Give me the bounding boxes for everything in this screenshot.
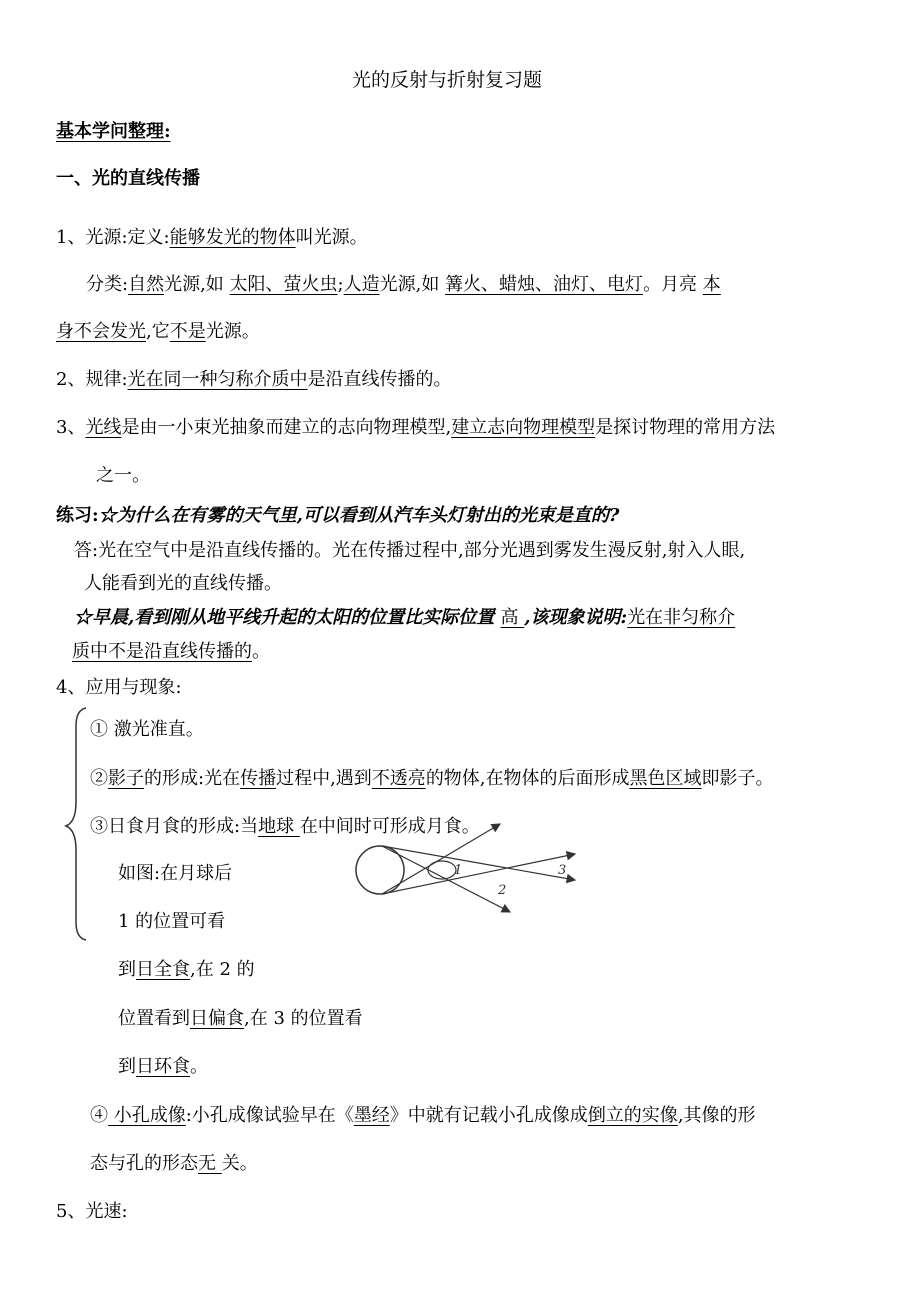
text: 光源:定义: xyxy=(85,227,170,248)
text: ④ xyxy=(90,1105,108,1126)
text: 位置看到 xyxy=(118,1008,190,1029)
text: 》中就有记载小孔成像成 xyxy=(389,1105,588,1126)
question-text: ,该现象说明: xyxy=(524,607,628,628)
answer-fill: 太阳、萤火虫 xyxy=(229,274,338,295)
answer-fill: 篝火、蜡烛、油灯、电灯 xyxy=(445,274,644,295)
question-text: ☆早晨,看到刚从地平线升起的太阳的位置比实际位置 xyxy=(74,607,501,628)
ray xyxy=(382,824,500,894)
figure-caption-line-4 xyxy=(118,1007,363,1031)
answer-fill: 无 xyxy=(198,1153,222,1174)
figure-caption-line-2: 1 的位置可看 xyxy=(118,911,226,932)
left-brace xyxy=(62,706,92,942)
position-label-2: 2 xyxy=(498,883,507,898)
item-number: 2、 xyxy=(56,369,86,390)
text: 是探讨物理的常用方法 xyxy=(595,417,776,438)
text: ,其像的形 xyxy=(677,1105,756,1126)
answer-fill: 光在同一种匀称介质中 xyxy=(127,369,308,390)
answer-fill: 日偏食 xyxy=(190,1008,244,1029)
text: 态与孔的形态 xyxy=(90,1153,198,1174)
text: 即影子。 xyxy=(701,768,774,789)
practice-question-2-cont xyxy=(72,640,270,664)
item-3-light-ray xyxy=(56,416,775,440)
item-4-point-2 xyxy=(90,767,774,791)
text: 的物体,在物体的后面形成 xyxy=(425,768,630,789)
answer-fill: 建立志向物理模型 xyxy=(451,417,596,438)
text: 过程中,遇到 xyxy=(276,768,372,789)
text: 关。 xyxy=(221,1153,258,1174)
answer-fill: 本 xyxy=(702,274,721,295)
text: 。月亮 xyxy=(643,274,703,295)
figure-caption-line-3 xyxy=(118,958,255,982)
figure-caption-line-1: 如图:在月球后 xyxy=(118,863,233,884)
text: ③日食月食的形成:当 xyxy=(90,816,259,837)
answer-fill: 小孔成像 xyxy=(108,1105,186,1126)
text: ,它 xyxy=(146,321,170,342)
text: 分类: xyxy=(86,274,129,295)
answer-fill: 高 xyxy=(500,607,525,628)
item-number: 1、 xyxy=(56,227,86,248)
ray xyxy=(382,854,575,894)
practice-answer-1-line-2: 人能看到光的直线传播。 xyxy=(84,573,282,594)
text: ,在 2 的 xyxy=(190,959,255,980)
practice-answer-1-line-1: 答:光在空气中是沿直线传播的。光在传播过程中,部分光遇到雾发生漫反射,射入人眼, xyxy=(74,540,746,561)
text: 规律: xyxy=(85,369,128,390)
text: 到 xyxy=(118,959,136,980)
item-1-classification-cont xyxy=(56,320,260,344)
item-5-light-speed: 5、光速: xyxy=(56,1201,128,1222)
answer-fill: 黑色区域 xyxy=(629,768,702,789)
answer-fill: 影子 xyxy=(108,768,144,789)
item-2-rule xyxy=(56,368,452,392)
position-label-1: 1 xyxy=(454,863,463,878)
text: 是沿直线传播的。 xyxy=(307,369,452,390)
text: 在中间时可形成月食。 xyxy=(299,816,480,837)
section-heading-1: 一、光的直线传播 xyxy=(56,168,200,189)
answer-fill: 自然 xyxy=(128,274,165,295)
item-4-point-4 xyxy=(90,1104,756,1128)
practice-question-1 xyxy=(56,504,619,528)
answer-fill: 日环食 xyxy=(136,1056,190,1077)
answer-fill: 不透亮 xyxy=(371,768,426,789)
figure-caption-line-5 xyxy=(118,1055,208,1079)
item-4-point-1: ① 激光准直。 xyxy=(90,719,204,740)
answer-fill: 能够发光的物体 xyxy=(169,227,296,248)
text: ,在 3 的位置看 xyxy=(244,1008,363,1029)
text: 光源。 xyxy=(205,321,260,342)
page-title: 光的反射与折射复习题 xyxy=(352,69,543,91)
answer-fill: 人造 xyxy=(343,274,380,295)
answer-fill: 倒立的实像 xyxy=(587,1105,678,1126)
text: 的形成:光在 xyxy=(144,768,241,789)
item-3-cont: 之一。 xyxy=(96,465,150,486)
heading-basic-knowledge: 基本学问整理: xyxy=(56,121,171,142)
item-1-classification xyxy=(86,273,721,297)
answer-fill: 墨经 xyxy=(353,1105,390,1126)
answer-fill: 光线 xyxy=(85,417,122,438)
text: ; xyxy=(337,274,344,295)
item-1-definition xyxy=(56,226,368,250)
question-text: ☆为什么在有雾的天气里,可以看到从汽车头灯射出的光束是直的? xyxy=(98,505,620,526)
text: :小孔成像试验早在《 xyxy=(185,1105,354,1126)
text: 光源,如 xyxy=(164,274,230,295)
practice-label: 练习: xyxy=(56,505,99,526)
answer-fill: 身不会发光 xyxy=(56,321,146,342)
answer-fill: 光在非匀称介 xyxy=(627,607,736,628)
text: 叫光源。 xyxy=(295,227,368,248)
answer-fill: 不是 xyxy=(169,321,206,342)
answer-fill: 日全食 xyxy=(136,959,190,980)
item-4-point-4-cont xyxy=(90,1152,258,1176)
ray xyxy=(382,846,575,880)
item-4-title: 4、应用与现象: xyxy=(56,677,182,698)
answer-fill: 传播 xyxy=(240,768,277,789)
answer-fill: 质中不是沿直线传播的 xyxy=(72,641,252,662)
text: 。 xyxy=(190,1056,208,1077)
answer-fill: 地球 xyxy=(258,816,300,837)
text: 到 xyxy=(118,1056,136,1077)
practice-question-2 xyxy=(74,606,735,630)
position-label-3: 3 xyxy=(558,863,567,878)
text: ② xyxy=(90,768,108,789)
text: 是由一小束光抽象而建立的志向物理模型, xyxy=(121,417,452,438)
text: 。 xyxy=(252,641,270,662)
item-number: 3、 xyxy=(56,417,86,438)
text: 光源,如 xyxy=(379,274,446,295)
eclipse-diagram xyxy=(350,820,590,920)
